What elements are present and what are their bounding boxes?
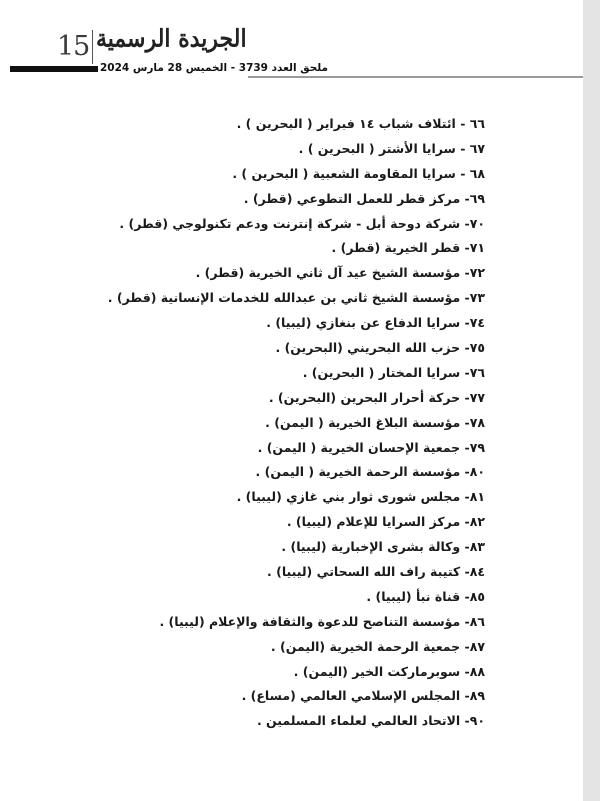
list-item: ٧٤- سرايا الدفاع عن بنغازي (ليبيا) .: [266, 315, 485, 331]
list-item: ٧٦- سرايا المختار ( البحرين) .: [302, 364, 485, 380]
page-edge-strip: [583, 0, 600, 801]
list-item: ٩٠- الاتحاد العالمي لعلماء المسلمين .: [256, 713, 485, 729]
list-item: ٧٨- مؤسسة البلاغ الخيرية ( اليمن) .: [265, 414, 485, 430]
list-item: ٧٢- مؤسسة الشيخ عيد آل ثاني الخيرية (قطر) .: [195, 265, 485, 281]
list-item: ٧٠- شركة دوحة أبل - شركة إنترنت ودعم تكنولوجي (قطر) .: [119, 215, 485, 231]
list-item: ٨٥- قناة نبأ (ليبيا) .: [366, 588, 485, 604]
entity-list: [45, 112, 485, 734]
list-item: ٨٣- وكالة بشرى الإخبارية (ليبيا) .: [281, 539, 485, 555]
header-divider: [92, 30, 93, 64]
list-item: ٦٦ - ائتلاف شباب ١٤ فبراير ( البحرين ) .: [236, 116, 485, 131]
list-item: ٨٦- مؤسسة التناصح للدعوة والثقافة والإعلام (ليبيا) .: [159, 613, 485, 629]
issue-line: ملحق العدد 3739 - الخميس 28 مارس 2024: [100, 62, 329, 74]
list-item: ٦٧ - سرايا الأشتر ( البحرين ) .: [298, 140, 485, 156]
list-item: ٨١- مجلس شورى ثوار بني غازي (ليبيا) .: [236, 489, 485, 505]
page-header: [0, 0, 583, 80]
list-item: ٨٠- مؤسسة الرحمة الخيرية ( اليمن) .: [255, 464, 485, 480]
list-item: ٧١- قطر الخيرية (قطر) .: [331, 240, 485, 256]
list-item: ٨٤- كتيبة راف الله السحاتي (ليبيا) .: [267, 564, 485, 580]
list-item: ٦٩- مركز قطر للعمل التطوعي (قطر) .: [243, 190, 485, 206]
header-black-rule: [10, 66, 98, 72]
newspaper-logo: الجريدة الرسمية: [96, 24, 247, 54]
list-item: ٧٣- مؤسسة الشيخ ثاني بن عبدالله للخدمات الإنسانية (قطر) .: [107, 290, 485, 306]
header-gray-rule: [248, 76, 583, 78]
list-item: ٨٧- جمعية الرحمة الخيرية (اليمن) .: [270, 638, 485, 654]
list-item: ٨٩- المجلس الإسلامي العالمي (مساع) .: [241, 688, 485, 704]
list-item: ٧٩- جمعية الإحسان الخيرية ( اليمن) .: [257, 439, 485, 455]
list-item: ٧٥- حزب الله البحريني (البحرين) .: [275, 340, 485, 356]
list-item: ٨٢- مركز السرايا للإعلام (ليبيا) .: [286, 514, 485, 530]
list-item: ٨٨- سوبرماركت الخير (اليمن) .: [293, 663, 485, 679]
list-item: ٦٨ - سرايا المقاومة الشعبية ( البحرين ) .: [232, 165, 485, 181]
list-item: ٧٧- حركة أحرار البحرين (البحرين) .: [268, 389, 485, 405]
page-number: 15: [57, 31, 90, 62]
